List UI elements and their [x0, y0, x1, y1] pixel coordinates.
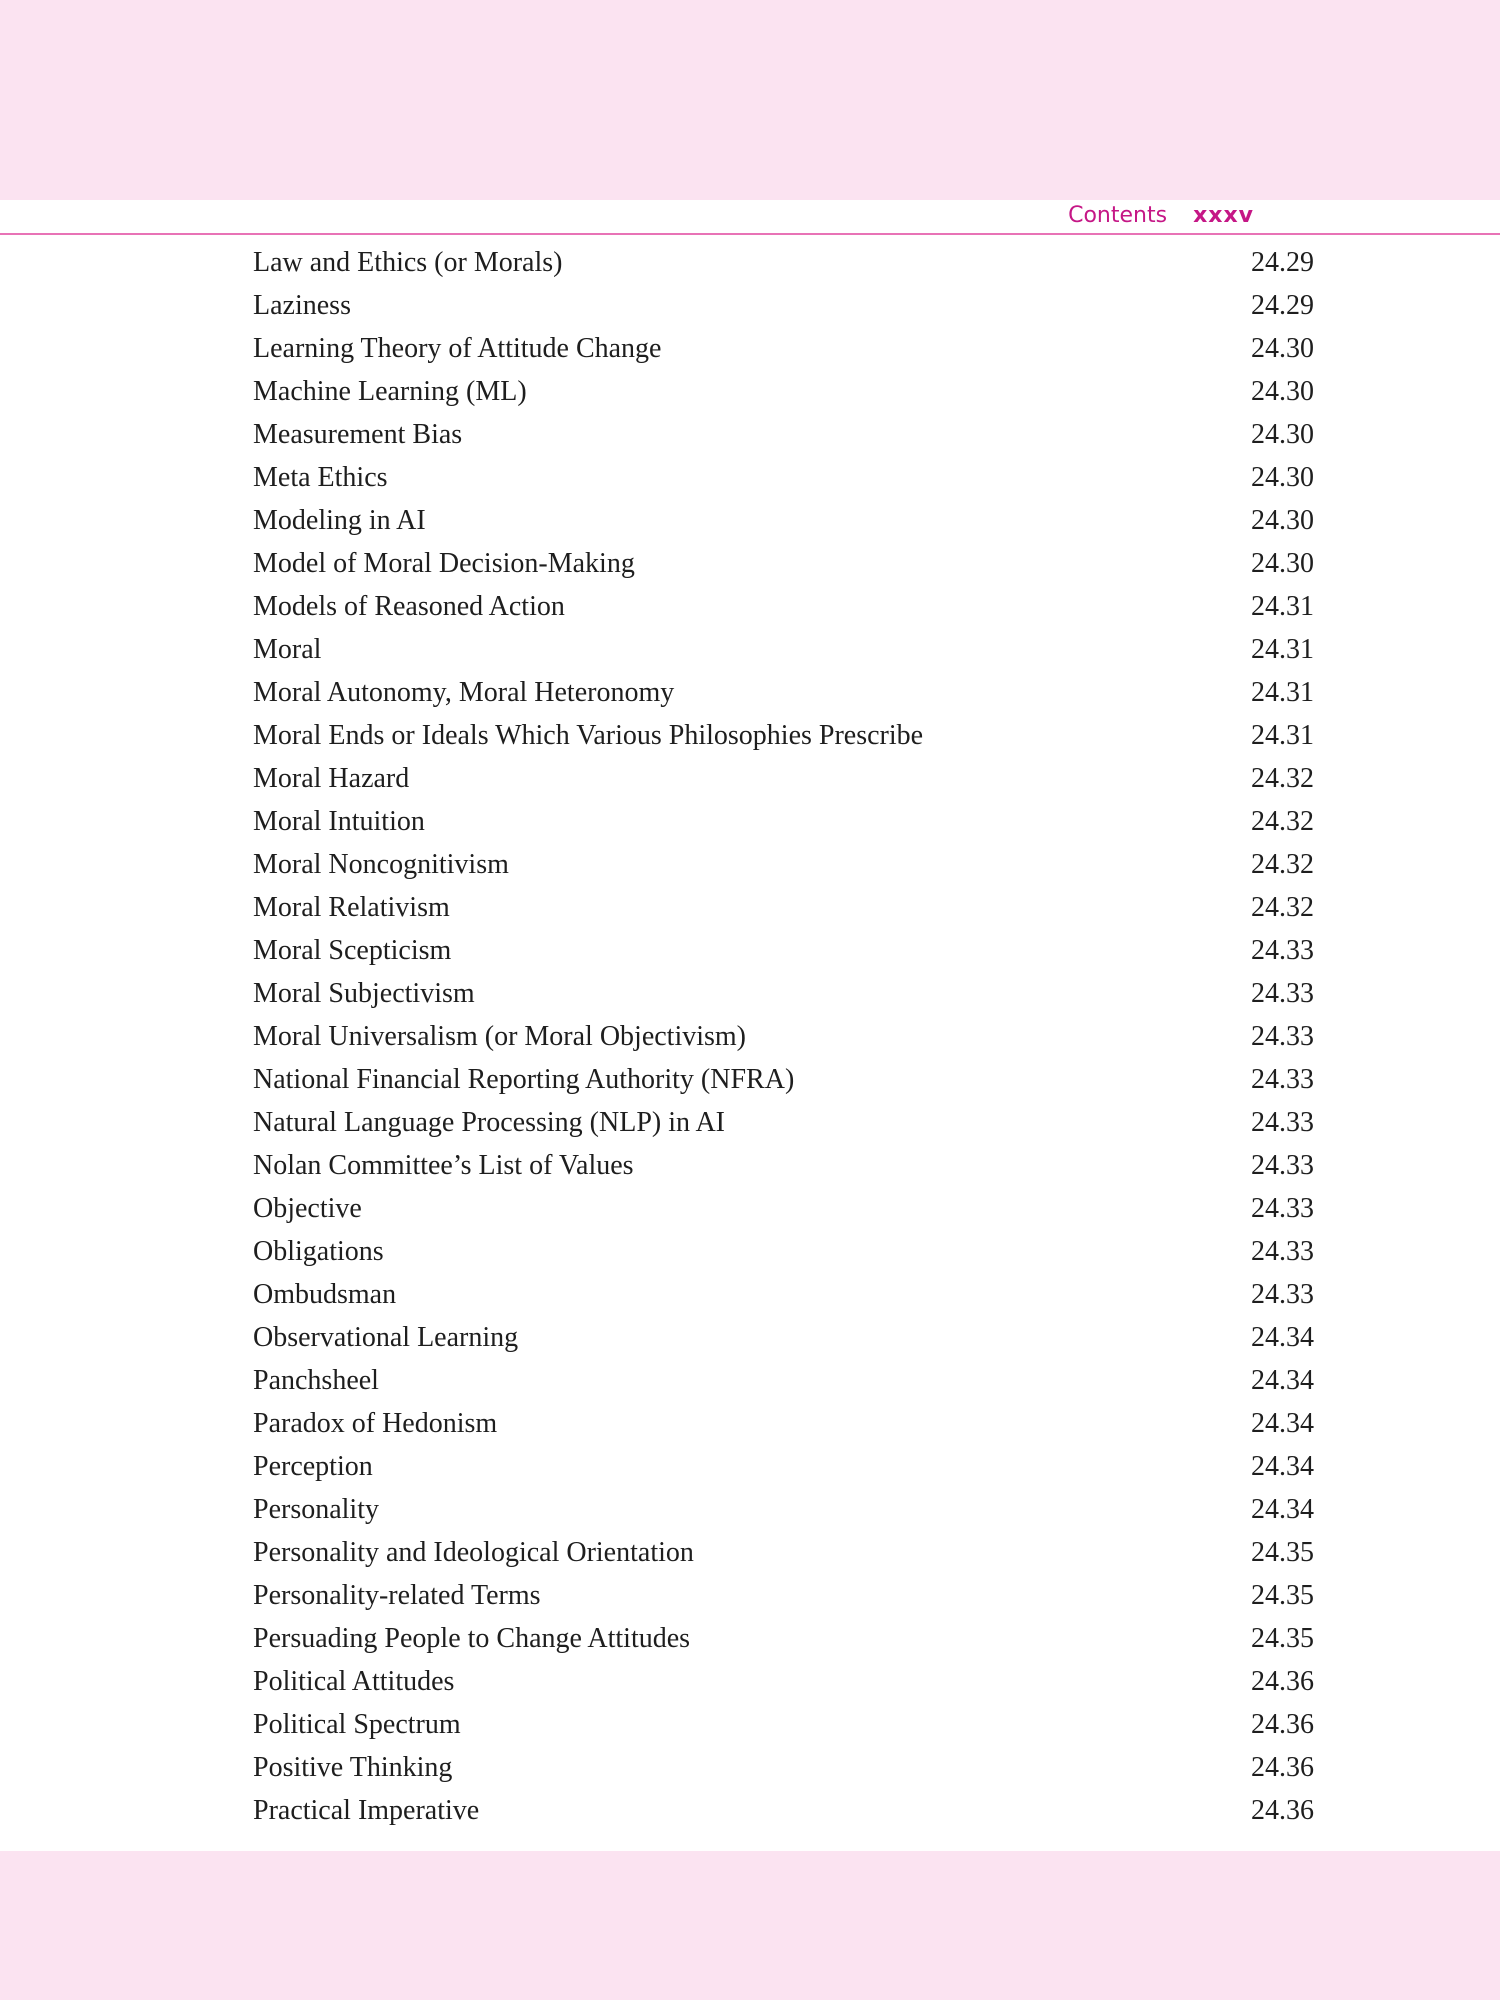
toc-entry[interactable]: [253, 542, 1314, 585]
toc-entry[interactable]: [253, 886, 1314, 929]
toc-entry-title: Ombudsman: [253, 1278, 397, 1310]
toc-entry-page-number: 24.33: [1251, 934, 1314, 966]
bottom-margin-band: [0, 1851, 1500, 2000]
toc-entry-page-number: 24.30: [1251, 332, 1314, 364]
toc-entry-page-number: 24.34: [1251, 1450, 1314, 1482]
toc-entry-page-number: 24.33: [1251, 1020, 1314, 1052]
toc-entry-page-number: 24.32: [1251, 891, 1314, 923]
toc-entry-title: Moral Noncognitivism: [253, 848, 509, 880]
toc-entry[interactable]: [253, 499, 1314, 542]
toc-entry[interactable]: [253, 370, 1314, 413]
toc-entry-title: Personality: [253, 1493, 379, 1525]
toc-entry-title: Law and Ethics (or Morals): [253, 246, 563, 278]
toc-entry[interactable]: [253, 1402, 1314, 1445]
page-number: xxxv: [1193, 202, 1254, 228]
toc-entry-page-number: 24.34: [1251, 1407, 1314, 1439]
toc-entry-title: National Financial Reporting Authority (NFRA): [253, 1063, 795, 1095]
top-margin-band: [0, 0, 1500, 200]
toc-entry-title: Moral Autonomy, Moral Heteronomy: [253, 676, 675, 708]
toc-entry[interactable]: [253, 1316, 1314, 1359]
toc-entry-page-number: 24.34: [1251, 1493, 1314, 1525]
toc-entry-title: Models of Reasoned Action: [253, 590, 565, 622]
table-of-contents: [253, 241, 1314, 1832]
toc-entry-page-number: 24.31: [1251, 590, 1314, 622]
toc-entry-title: Positive Thinking: [253, 1751, 453, 1783]
toc-entry-title: Moral Subjectivism: [253, 977, 475, 1009]
toc-entry[interactable]: [253, 714, 1314, 757]
toc-entry[interactable]: [253, 284, 1314, 327]
toc-entry-page-number: 24.32: [1251, 848, 1314, 880]
toc-entry[interactable]: [253, 1789, 1314, 1832]
toc-entry-page-number: 24.31: [1251, 633, 1314, 665]
toc-entry[interactable]: [253, 1273, 1314, 1316]
toc-entry-page-number: 24.32: [1251, 762, 1314, 794]
toc-entry[interactable]: [253, 843, 1314, 886]
toc-entry[interactable]: [253, 1187, 1314, 1230]
toc-entry-title: Moral Relativism: [253, 891, 450, 923]
toc-entry-page-number: 24.35: [1251, 1536, 1314, 1568]
toc-entry[interactable]: [253, 628, 1314, 671]
toc-entry-title: Personality-related Terms: [253, 1579, 541, 1611]
toc-entry-page-number: 24.36: [1251, 1665, 1314, 1697]
toc-entry-title: Political Spectrum: [253, 1708, 461, 1740]
toc-entry[interactable]: [253, 1703, 1314, 1746]
toc-entry[interactable]: [253, 241, 1314, 284]
toc-entry-page-number: 24.30: [1251, 418, 1314, 450]
toc-entry-title: Moral Intuition: [253, 805, 425, 837]
toc-entry-page-number: 24.34: [1251, 1364, 1314, 1396]
toc-entry-page-number: 24.31: [1251, 719, 1314, 751]
toc-entry[interactable]: [253, 1531, 1314, 1574]
toc-entry[interactable]: [253, 1574, 1314, 1617]
toc-entry-title: Observational Learning: [253, 1321, 519, 1353]
toc-entry-title: Modeling in AI: [253, 504, 426, 536]
toc-entry[interactable]: [253, 1058, 1314, 1101]
toc-entry-title: Learning Theory of Attitude Change: [253, 332, 662, 364]
toc-entry-title: Natural Language Processing (NLP) in AI: [253, 1106, 725, 1138]
toc-entry[interactable]: [253, 413, 1314, 456]
toc-entry-title: Moral Universalism (or Moral Objectivism): [253, 1020, 747, 1052]
toc-entry-page-number: 24.32: [1251, 805, 1314, 837]
toc-entry-title: Moral Hazard: [253, 762, 410, 794]
toc-entry-page-number: 24.33: [1251, 1192, 1314, 1224]
toc-entry-page-number: 24.36: [1251, 1708, 1314, 1740]
toc-entry-page-number: 24.35: [1251, 1579, 1314, 1611]
toc-entry-title: Nolan Committee’s List of Values: [253, 1149, 634, 1181]
toc-entry[interactable]: [253, 1230, 1314, 1273]
toc-entry-page-number: 24.30: [1251, 461, 1314, 493]
toc-entry-page-number: 24.33: [1251, 1278, 1314, 1310]
toc-entry-title: Machine Learning (ML): [253, 375, 527, 407]
toc-entry[interactable]: [253, 1144, 1314, 1187]
toc-entry[interactable]: [253, 757, 1314, 800]
toc-entry-page-number: 24.30: [1251, 504, 1314, 536]
toc-entry[interactable]: [253, 1488, 1314, 1531]
toc-entry[interactable]: [253, 327, 1314, 370]
toc-entry[interactable]: [253, 1445, 1314, 1488]
toc-entry[interactable]: [253, 800, 1314, 843]
toc-entry[interactable]: [253, 585, 1314, 628]
toc-entry[interactable]: [253, 671, 1314, 714]
page-header: [0, 200, 1500, 236]
toc-entry-title: Moral Scepticism: [253, 934, 452, 966]
toc-entry-title: Political Attitudes: [253, 1665, 455, 1697]
toc-entry-page-number: 24.30: [1251, 547, 1314, 579]
header-divider: [0, 233, 1500, 235]
toc-entry[interactable]: [253, 1660, 1314, 1703]
toc-entry-title: Meta Ethics: [253, 461, 388, 493]
toc-entry-page-number: 24.33: [1251, 1106, 1314, 1138]
toc-entry-title: Objective: [253, 1192, 362, 1224]
toc-entry-page-number: 24.29: [1251, 289, 1314, 321]
toc-entry-page-number: 24.30: [1251, 375, 1314, 407]
toc-entry-title: Personality and Ideological Orientation: [253, 1536, 694, 1568]
toc-entry-title: Panchsheel: [253, 1364, 379, 1396]
toc-entry-page-number: 24.33: [1251, 977, 1314, 1009]
toc-entry-page-number: 24.29: [1251, 246, 1314, 278]
toc-entry[interactable]: [253, 456, 1314, 499]
toc-entry-title: Moral Ends or Ideals Which Various Philosophies Prescribe: [253, 719, 924, 751]
toc-entry[interactable]: [253, 1746, 1314, 1789]
toc-entry-title: Laziness: [253, 289, 351, 321]
toc-entry-page-number: 24.33: [1251, 1235, 1314, 1267]
toc-entry-page-number: 24.34: [1251, 1321, 1314, 1353]
toc-entry-page-number: 24.31: [1251, 676, 1314, 708]
toc-entry[interactable]: [253, 1617, 1314, 1660]
toc-entry-page-number: 24.36: [1251, 1751, 1314, 1783]
toc-entry-title: Persuading People to Change Attitudes: [253, 1622, 691, 1654]
toc-entry-title: Paradox of Hedonism: [253, 1407, 498, 1439]
toc-entry-page-number: 24.33: [1251, 1149, 1314, 1181]
toc-entry-page-number: 24.33: [1251, 1063, 1314, 1095]
toc-entry[interactable]: [253, 1359, 1314, 1402]
toc-entry-title: Model of Moral Decision-Making: [253, 547, 635, 579]
toc-entry-title: Moral: [253, 633, 322, 665]
toc-entry-title: Practical Imperative: [253, 1794, 480, 1826]
toc-entry-page-number: 24.35: [1251, 1622, 1314, 1654]
toc-entry[interactable]: [253, 929, 1314, 972]
toc-entry-title: Obligations: [253, 1235, 384, 1267]
section-title: Contents: [1068, 202, 1168, 228]
toc-entry-page-number: 24.36: [1251, 1794, 1314, 1826]
toc-entry-title: Perception: [253, 1450, 373, 1482]
toc-entry[interactable]: [253, 972, 1314, 1015]
toc-entry[interactable]: [253, 1101, 1314, 1144]
toc-entry[interactable]: [253, 1015, 1314, 1058]
toc-entry-title: Measurement Bias: [253, 418, 463, 450]
running-header: [1068, 200, 1254, 230]
